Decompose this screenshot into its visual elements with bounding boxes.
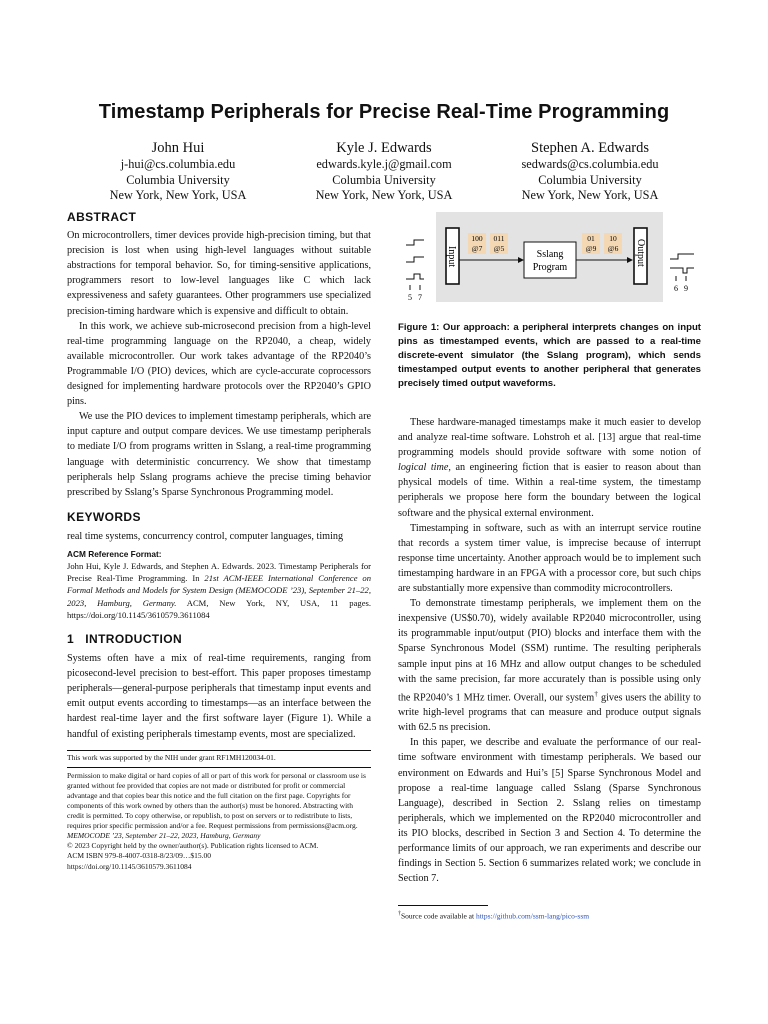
output-event-time: @9 xyxy=(585,244,597,253)
author-location: New York, New York, USA xyxy=(315,188,453,202)
right-column xyxy=(398,415,701,886)
author-affiliation: Columbia University xyxy=(538,172,642,187)
copyright-line: © 2023 Copyright held by the owner/author(s). Publication rights licensed to ACM. xyxy=(67,841,319,851)
intro-paragraph: Systems often have a mix of real-time requirements, ranging from picosecond-level precision to best-effort. This paper proposes timestamp peripherals—general-purpose peripherals that timestamp input events and emit output events according to timestamps—as an interface between the hardest real-time layer and the first software layer (Figure 1). While a handful of existing peripherals timestamp events, most are specialized. xyxy=(67,653,371,740)
left-column xyxy=(67,210,371,872)
paper-title: Timestamp Peripherals for Precise Real-Time Programming xyxy=(98,101,670,123)
section-heading-introduction xyxy=(67,632,371,647)
author-affiliation: Columbia University xyxy=(126,172,230,187)
acm-reference-venue: 21st ACM-IEEE International Conference on Formal Methods and Models for System Design (MEMOCODE ’23), September 21–22, 2023, Hamburg, Germany. xyxy=(67,573,371,608)
acm-reference-authors: John Hui, Kyle J. Edwards, and Stephen A. Edwards. 2023. Timestamp Peripherals for Precise Real-Time Programming. In xyxy=(67,560,371,584)
footnote-marker: † xyxy=(398,911,401,917)
figure-1-caption: Figure 1: Our approach: a peripheral interprets changes on input pins as timestamped events, which are passed to a real-time discrete-event simulator (the Sslang program), which sends timestamped output events to another peripheral that generates precisely timed output waveforms. xyxy=(398,322,701,390)
author-name: Stephen A. Edwards xyxy=(531,140,649,156)
section-number: 1 xyxy=(67,631,75,646)
author-1 xyxy=(68,139,288,204)
input-tick-labels: 5 7 xyxy=(408,293,422,302)
figure-1-diagram xyxy=(398,212,701,317)
acm-reference-publisher: ACM, New York, NY, USA, 11 pages. https://doi.org/10.1145/3610579.3611084 xyxy=(67,597,372,620)
abstract-paragraph: On microcontrollers, timer devices provide high-precision timing, but that precision is lost when using high-level languages without suitable abstractions for temporal behavior. So, for timing-sensitive applications, programmers resort to low-level languages like C which lack expressiveness and safety guarantees. Other programmers use specialized precision-timing hardware which is expensive and difficult to obtain. xyxy=(67,230,371,317)
source-code-footnote xyxy=(398,905,701,922)
footnote-rule xyxy=(398,905,488,906)
doi-line: https://doi.org/10.1145/3610579.3611084 xyxy=(67,861,192,871)
author-location: New York, New York, USA xyxy=(109,188,247,202)
keywords-heading: KEYWORDS xyxy=(67,509,141,524)
body-text: To demonstrate timestamp peripherals, we implement them on the inexpensive (US$0.70), widely available RP2040 microcontroller, using its programmable input/output (PIO) blocks and interface them with the Sparse Synchronous Model (SSM) runtime. The resulting peripherals sample input pins at 16 MHz and allow output changes to be scheduled with the same precision, far more accurately than is possible using only the RP2040’s 1 MHz timer. Overall, our system xyxy=(398,598,701,704)
body-text: These hardware-managed timestamps make it much easier to develop and analyze real-time software. Lohstroh et al. [13] argue that real-time programming models should provide software with some notion of xyxy=(398,417,701,459)
body-paragraph xyxy=(398,415,701,521)
output-tick-labels: 6 9 xyxy=(674,284,688,293)
author-email: sedwards@cs.columbia.edu xyxy=(521,157,659,171)
input-label: Input xyxy=(446,246,457,268)
acm-reference-heading: ACM Reference Format: xyxy=(67,548,162,559)
abstract-paragraph: We use the PIO devices to implement timestamp peripherals, which are input capture and output compare devices. We use timestamp peripherals to mediate I/O from programs written in Sslang, a real-time programming language with deterministic concurrency. We show that timestamp peripherals help Sslang programs achieve the precise timing behavior prescribed by Sslang’s Sparse Synchronous Programming model. xyxy=(67,411,371,498)
input-event-value: 100 xyxy=(471,234,483,243)
grant-note: This work was supported by the NIH under grant RF1MH120034-01. xyxy=(67,752,276,762)
acm-reference xyxy=(67,560,371,621)
input-event-time: @5 xyxy=(493,244,505,253)
output-event-time: @6 xyxy=(607,244,619,253)
author-name: John Hui xyxy=(151,140,205,156)
keywords-text: real time systems, concurrency control, computer languages, timing xyxy=(67,530,344,542)
author-location: New York, New York, USA xyxy=(521,188,659,202)
body-paragraph: In this paper, we describe and evaluate the performance of our real-time software environment with timestamp peripherals. We based our environment on Edwards and Hui’s [5] Sparse Synchronous Model and propose a real-time language called Sslang (Sparse Synchronous Language), described in Section 2. Sslang relies on timestamp peripherals, which we implemented on the RP2040 microcontroller and its PIO blocks, described in Section 3 and Section 4. To determine the performance limits of our approach, we ran experiments and describe our findings in Section 5. Section 6 summarizes related work; we conclude in Section 7. xyxy=(398,737,701,885)
author-3 xyxy=(480,139,700,204)
permission-notice: Permission to make digital or hard copies of all or part of this work for personal or classroom use is granted without fee provided that copies are not made or distributed for profit or commercial advantage and that copies bear this notice and the full citation on the first page. Copyrights for components of this work owned by others than the author(s) must be honored. Abstracting with credit is permitted. To copy otherwise, or republish, to post on servers or to redistribute to lists, requires prior specific permission and/or a fee. Request permissions from permissions@acm.org. xyxy=(67,770,366,831)
body-paragraph xyxy=(398,596,701,735)
abstract-heading: ABSTRACT xyxy=(67,210,137,224)
body-text: gives users the ability to write high-level programs that can measure and produce output signals with 62.5 ns precision. xyxy=(398,692,702,734)
conference-line: MEMOCODE ’23, September 21–22, 2023, Hamburg, Germany xyxy=(67,831,261,841)
author-2 xyxy=(274,139,494,204)
footnote-marker: † xyxy=(594,689,599,698)
input-event-value: 011 xyxy=(493,234,505,243)
input-event-time: @7 xyxy=(471,244,483,253)
output-label: Output xyxy=(635,239,646,267)
section-title: INTRODUCTION xyxy=(85,631,183,646)
author-email: j-hui@cs.columbia.edu xyxy=(120,157,236,171)
isbn-line: ACM ISBN 979-8-4007-0318-8/23/09…$15.00 xyxy=(67,851,211,861)
program-label: Sslang xyxy=(536,249,564,260)
author-email: edwards.kyle.j@gmail.com xyxy=(316,157,452,171)
body-text-italic: logical time xyxy=(398,462,449,474)
body-text: , an engineering fiction that is easier to reason about than physical models of time. Within a real-time system, the timestamp peripherals we propose here form the boundary between the logical software and the physical external environment. xyxy=(398,462,701,519)
output-event-value: 10 xyxy=(609,234,617,243)
output-event-value: 01 xyxy=(587,234,595,243)
source-code-link[interactable]: https://github.com/ssm-lang/pico-ssm xyxy=(475,911,590,921)
program-label: Program xyxy=(532,262,568,273)
footnote-text: Source code available at xyxy=(401,911,476,921)
abstract-paragraph: In this work, we achieve sub-microsecond precision from a high-level real-time programming language on the RP2040, a cheap, widely available microcontroller. Our work takes advantage of the RP2040’s Programmable I/O (PIO) devices, which are cycle-accurate coprocessors designed for implementing hardware protocols over the RP2040’s GPIO pins. xyxy=(67,320,371,408)
author-name: Kyle J. Edwards xyxy=(336,140,432,156)
body-paragraph: Timestamping in software, such as with an interrupt service routine that records a system timer value, is imprecise because of interrupt response time uncertainty. Another approach would be to implement such timestamping hardware in an FPGA with a processor core, but such chips are substantially more expensive than commodity microcontrollers. xyxy=(398,522,701,595)
author-affiliation: Columbia University xyxy=(332,172,436,187)
